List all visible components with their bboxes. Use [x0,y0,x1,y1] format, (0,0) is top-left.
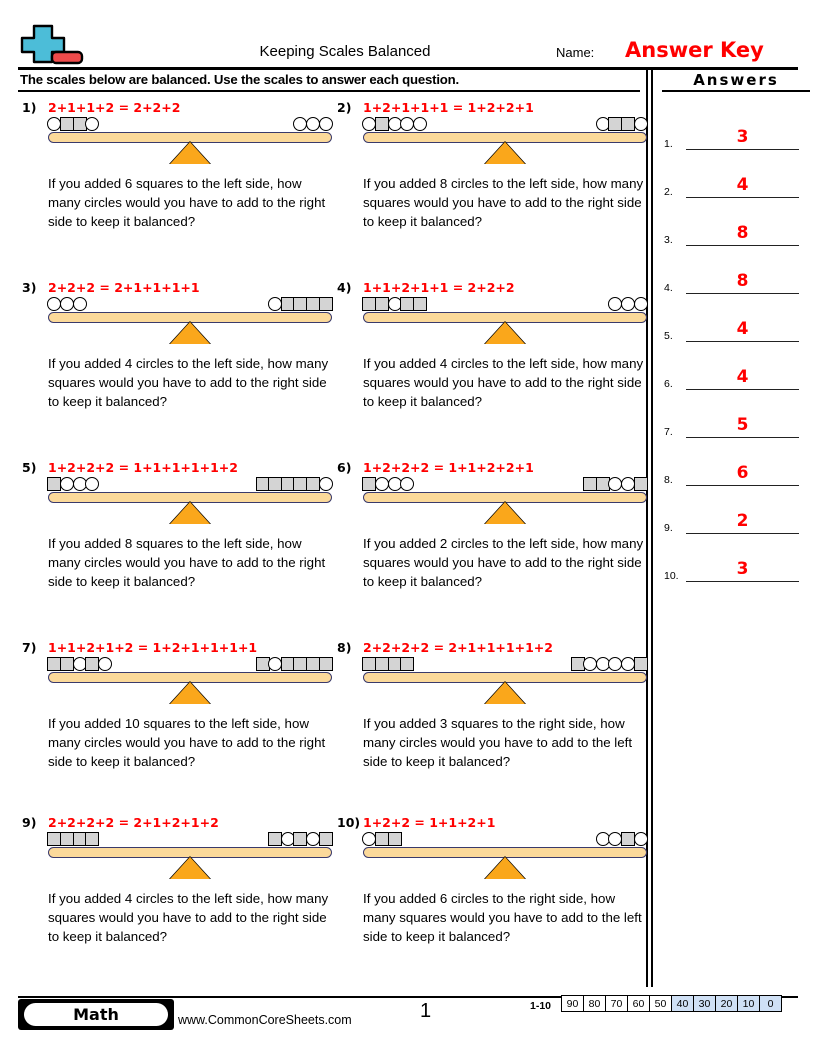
scale-fulcrum-icon [485,682,525,704]
scale-left-pan [363,656,414,671]
answers-panel-title: Answers [662,71,810,92]
answer-row [664,302,808,342]
circle-weight-icon [85,117,99,131]
answer-row-number: 7. [664,426,673,438]
question-text: If you added 8 squares to the left side, how many circles would you have to add to the right side to keep it balanced? [48,536,326,589]
square-weight-icon [306,477,320,491]
score-cell[interactable]: 60 [627,995,650,1012]
circle-weight-icon [634,297,648,311]
scale-right-pan [256,656,332,671]
question-equation: 2+2+2+2 = 2+1+2+1+2 [48,815,219,830]
plus-block-logo-icon [18,22,90,68]
circle-weight-icon [375,477,389,491]
scale-fulcrum-icon [170,142,210,164]
question-equation: 1+2+2+2 = 1+1+2+2+1 [363,460,534,475]
question-equation: 2+2+2+2 = 2+1+1+1+1+2 [363,640,553,655]
square-weight-icon [621,117,635,131]
scale-right-pan [256,476,332,491]
question-number: 7) [22,640,37,655]
scale-right-pan [597,831,648,846]
answer-row-number: 1. [664,138,673,150]
square-weight-icon [375,297,389,311]
balance-scale [363,656,647,704]
question-equation: 1+1+2+1+1 = 2+2+2 [363,280,515,295]
scale-fulcrum-icon [170,322,210,344]
subject-badge-label: Math [24,1003,168,1026]
question-equation: 1+2+1+1+1 = 1+2+2+1 [363,100,534,115]
circle-weight-icon [319,117,333,131]
square-weight-icon [621,832,635,846]
scale-right-pan [609,296,647,311]
answer-row-line[interactable] [686,293,799,295]
answer-row-value: 5 [736,415,749,435]
scale-left-pan [363,296,426,311]
question-equation: 1+2+2 = 1+1+2+1 [363,815,496,830]
score-cell[interactable]: 30 [693,995,716,1012]
balance-scale [363,296,647,344]
balance-scale [48,831,332,879]
answer-row-value: 8 [736,223,749,243]
square-weight-icon [400,657,414,671]
balance-scale [48,296,332,344]
instructions-divider [18,90,640,92]
answer-row [664,542,808,582]
question-number: 1) [22,100,37,115]
balance-scale [48,656,332,704]
question-number: 10) [337,815,361,830]
scale-fulcrum-icon [485,857,525,879]
square-weight-icon [319,832,333,846]
answer-row-value: 4 [736,319,749,339]
answer-row-value: 3 [736,127,749,147]
answer-key-label: Answer Key [625,38,764,62]
question-text: If you added 10 squares to the left side, how many circles would you have to add to the right side to keep it balanced? [48,716,326,769]
score-cell[interactable]: 0 [759,995,782,1012]
answer-row-line[interactable] [686,149,799,151]
square-weight-icon [375,117,389,131]
scale-left-pan [363,831,401,846]
circle-weight-icon [400,477,414,491]
answers-divider-right [651,67,653,987]
answer-row-line[interactable] [686,197,799,199]
question-equation: 2+2+2 = 2+1+1+1+1 [48,280,200,295]
square-weight-icon [634,657,648,671]
answer-row-line[interactable] [686,389,799,391]
scale-right-pan [584,476,647,491]
question-text: If you added 2 circles to the left side, how many squares would you have to add to the right side to keep it balanced? [363,536,644,589]
answer-row-number: 4. [664,282,673,294]
balance-scale [363,116,647,164]
header-divider [18,67,798,70]
balance-scale [363,476,647,524]
question-equation: 1+2+2+2 = 1+1+1+1+1+2 [48,460,238,475]
answer-row [664,494,808,534]
balance-scale [48,116,332,164]
answer-row-number: 9. [664,522,673,534]
question-text: If you added 4 circles to the left side, how many squares would you have to add to the right side to keep it balanced? [48,356,329,409]
answer-row [664,446,808,486]
score-cell[interactable]: 10 [737,995,760,1012]
page-title: Keeping Scales Balanced [259,43,431,60]
circle-weight-icon [85,477,99,491]
scale-left-pan [48,656,111,671]
answer-row-line[interactable] [686,581,799,583]
score-cell[interactable]: 80 [583,995,606,1012]
answer-row-line[interactable] [686,341,799,343]
question-equation: 2+1+1+2 = 2+2+2 [48,100,181,115]
name-label: Name: [556,45,595,60]
square-weight-icon [60,657,74,671]
answer-row-number: 5. [664,330,673,342]
circle-weight-icon [306,117,320,131]
scale-fulcrum-icon [485,322,525,344]
scale-left-pan [363,476,414,491]
question-number: 4) [337,280,352,295]
scale-right-pan [294,116,332,131]
circle-weight-icon [319,477,333,491]
answer-row-value: 4 [736,367,749,387]
scale-right-pan [269,296,332,311]
balance-scale [48,476,332,524]
site-url: www.CommonCoreSheets.com [178,1013,352,1027]
square-weight-icon [319,657,333,671]
score-cell[interactable]: 90 [561,995,584,1012]
circle-weight-icon [60,477,74,491]
answer-row [664,110,808,150]
question-number: 2) [337,100,352,115]
answer-row-number: 6. [664,378,673,390]
question-text: If you added 8 circles to the left side, how many squares would you have to add to the right side to keep it balanced? [363,176,644,229]
square-weight-icon [634,477,648,491]
answer-row [664,158,808,198]
answer-row-line[interactable] [686,485,799,487]
scale-right-pan [597,116,648,131]
question-text: If you added 6 squares to the left side, how many circles would you have to add to the right side to keep it balanced? [48,176,326,229]
scale-right-pan [269,831,332,846]
answer-row-number: 10. [664,570,679,582]
answer-row-value: 8 [736,271,749,291]
answer-row-line[interactable] [686,533,799,535]
question-text: If you added 6 circles to the right side, how many squares would you have to add to the left side to keep it balanced? [363,891,642,944]
answer-row-value: 6 [736,463,749,483]
scale-left-pan [48,116,99,131]
score-scale [562,995,782,1012]
score-range-label: 1-10 [530,1000,552,1012]
answer-row-number: 2. [664,186,673,198]
subject-badge [18,999,174,1030]
score-cell[interactable]: 70 [605,995,628,1012]
circle-weight-icon [621,297,635,311]
circle-weight-icon [73,297,87,311]
answer-row [664,350,808,390]
answer-row [664,206,808,246]
score-cell[interactable]: 50 [649,995,672,1012]
answer-row-number: 8. [664,474,673,486]
instructions-text: The scales below are balanced. Use the scales to answer each question. [20,72,459,87]
answer-row-number: 3. [664,234,673,246]
question-equation: 1+1+2+1+2 = 1+2+1+1+1+1 [48,640,258,655]
scale-left-pan [48,831,99,846]
scale-left-pan [48,476,99,491]
scale-left-pan [48,296,86,311]
square-weight-icon [85,832,99,846]
scale-left-pan [363,116,426,131]
answer-row-line[interactable] [686,245,799,247]
scale-fulcrum-icon [170,502,210,524]
question-number: 9) [22,815,37,830]
scale-right-pan [571,656,647,671]
question-number: 3) [22,280,37,295]
question-number: 8) [337,640,352,655]
page-number: 1 [420,1000,432,1022]
question-text: If you added 3 squares to the right side, how many circles would you have to add to the left side to keep it balanced? [363,716,633,769]
square-weight-icon [319,297,333,311]
question-text: If you added 4 circles to the left side, how many squares would you have to add to the right side to keep it balanced? [363,356,644,409]
circle-weight-icon [60,297,74,311]
balance-scale [363,831,647,879]
circle-weight-icon [634,117,648,131]
answer-row-value: 4 [736,175,749,195]
answer-row [664,254,808,294]
question-number: 6) [337,460,352,475]
score-cell[interactable]: 40 [671,995,694,1012]
answer-row-value: 2 [736,511,749,531]
scale-fulcrum-icon [485,142,525,164]
question-number: 5) [22,460,37,475]
scale-fulcrum-icon [485,502,525,524]
answer-row [664,398,808,438]
answer-row-line[interactable] [686,437,799,439]
scale-fulcrum-icon [170,857,210,879]
score-cell[interactable]: 20 [715,995,738,1012]
circle-weight-icon [98,657,112,671]
square-weight-icon [388,832,402,846]
scale-fulcrum-icon [170,682,210,704]
answer-row-value: 3 [736,559,749,579]
square-weight-icon [413,297,427,311]
question-text: If you added 4 circles to the left side, how many squares would you have to add to the right side to keep it balanced? [48,891,329,944]
circle-weight-icon [413,117,427,131]
circle-weight-icon [634,832,648,846]
